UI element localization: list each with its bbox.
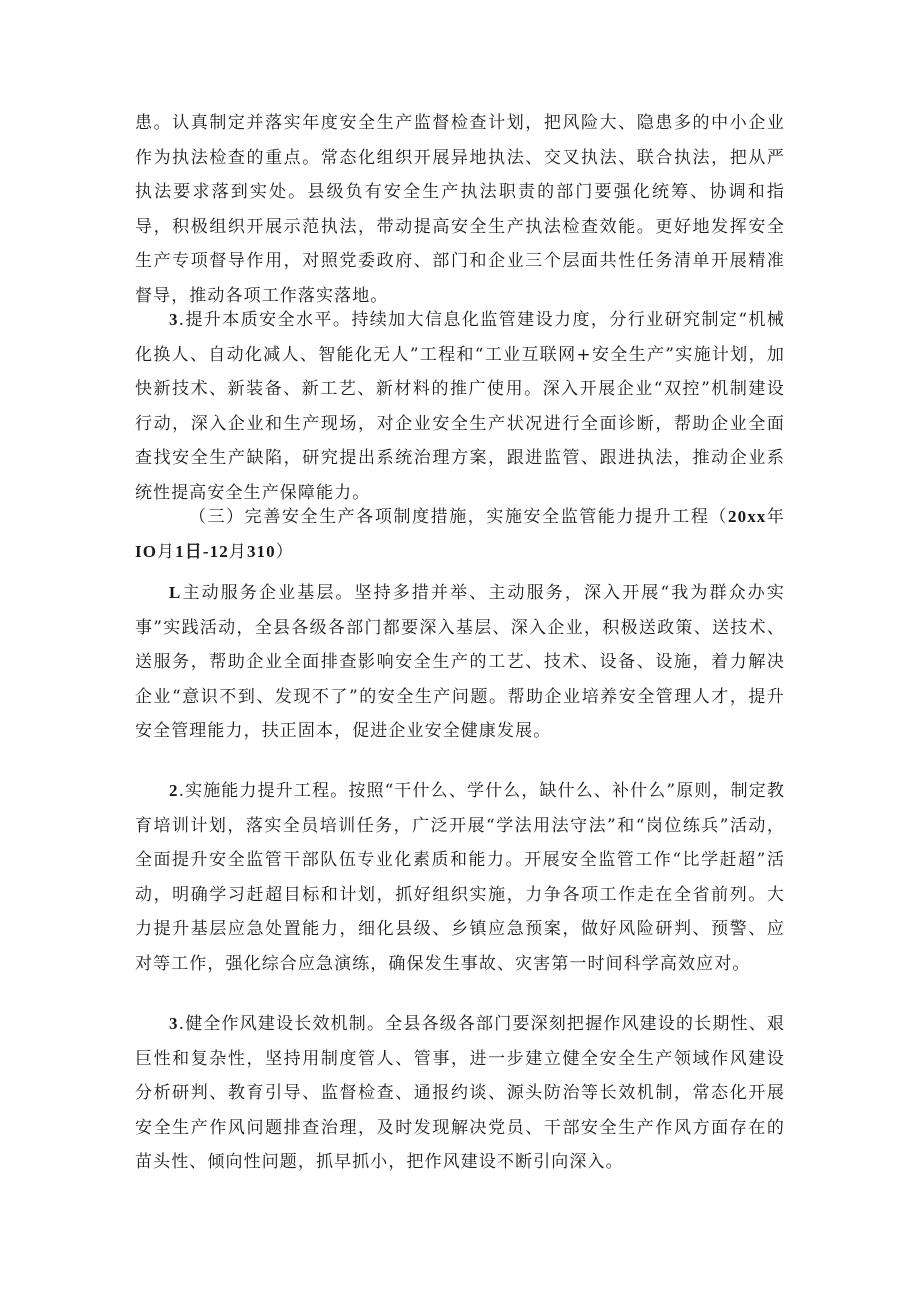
paragraph-enforcement xyxy=(135,106,785,313)
heading-close: ） xyxy=(275,541,294,562)
heading-year-char: 年 xyxy=(766,507,785,527)
heading-month-end-char: 月 xyxy=(228,541,247,562)
paragraph-serve-enterprises xyxy=(135,576,785,749)
paragraph-text: 主动服务企业基层。坚持多措并举、主动服务，深入开展“我为群众办实事”实践活动，全县各级各部门都要深入基层、深入企业，积极送政策、送技术、送服务，帮助企业全面排查影响安全生产的工艺、技术、设备、设施，着力解决企业“意识不到、发现不了”的安全生产问题。帮助企业培养安全管理人才，提升安全管理能力，扶正固本，促进企业安全健康发展。 xyxy=(135,583,785,741)
heading-year: 20xx xyxy=(728,507,767,526)
paragraph-text: .提升本质安全水平。持续加大信息化监管建设力度，分行业研究制定“机械化换人、自动化减人、智能化无人”工程和“工业互联网+安全生产”实施计划，加快新技术、新装备、新工艺、新材料的推广使用。深入开展企业“双控”机制建设行动，深入企业和生产现场，对企业安全生产状况进行全面诊断，帮助企业全面查找安全生产缺陷，研究提出系统治理方案，跟进监管、跟进执法，推动企业系统性提高安全生产保障能力。 xyxy=(135,310,785,503)
paragraph-capability-project xyxy=(135,774,785,981)
item-number: 3 xyxy=(169,310,179,329)
section-heading-three xyxy=(135,500,785,569)
paragraph-intrinsic-safety xyxy=(135,303,785,510)
paragraph-text: .实施能力提升工程。按照“干什么、学什么，缺什么、补什么”原则，制定教育培训计划，落实全员培训任务，广泛开展“学法用法守法”和“岗位练兵”活动，全面提升安全监管干部队伍专业化素质和能力。开展安全监管工作“比学赶超”活动，明确学习赶超目标和计划，抓好组织实施，力争各项工作走在全省前列。大力提升基层应急处置能力，细化县级、乡镇应急预案，做好风险研判、预警、应对等工作，强化综合应急演练，确保发生事故、灾害第一时间科学高效应对。 xyxy=(135,781,785,974)
item-number: 3 xyxy=(169,1014,179,1033)
heading-day-end: 310 xyxy=(246,541,276,561)
heading-month-start: IO xyxy=(135,541,158,561)
heading-text: （三）完善安全生产各项制度措施，实施安全监管能力提升工程（ xyxy=(189,507,728,527)
item-number: L xyxy=(169,583,182,602)
item-number: 2 xyxy=(169,781,179,800)
paragraph-text: 患。认真制定并落实年度安全生产监督检查计划，把风险大、隐患多的中小企业作为执法检查的重点。常态化组织开展异地执法、交叉执法、联合执法，把从严执法要求落到实处。县级负有安全生产执法职责的部门要强化统筹、协调和指导，积极组织开展示范执法，带动提高安全生产执法检查效能。更好地发挥安全生产专项督导作用，对照党委政府、部门和企业三个层面共性任务清单开展精准督导，推动各项工作落实落地。 xyxy=(135,113,785,306)
heading-day-start: 1 xyxy=(175,541,185,561)
paragraph-work-style xyxy=(135,1007,785,1180)
heading-month-char: 月 xyxy=(157,541,176,562)
paragraph-text: .健全作风建设长效机制。全县各级各部门要深刻把握作风建设的长期性、艰巨性和复杂性，坚持用制度管人、管事，进一步建立健全安全生产领域作风建设分析研判、教育引导、监督检查、通报约谈、源头防治等长效机制，常态化开展安全生产作风问题排查治理，及时发现解决党员、干部安全生产作风方面存在的苗头性、倾向性问题，抓早抓小，把作风建设不断引向深入。 xyxy=(135,1014,785,1172)
heading-day-range: 日-12 xyxy=(184,541,229,561)
